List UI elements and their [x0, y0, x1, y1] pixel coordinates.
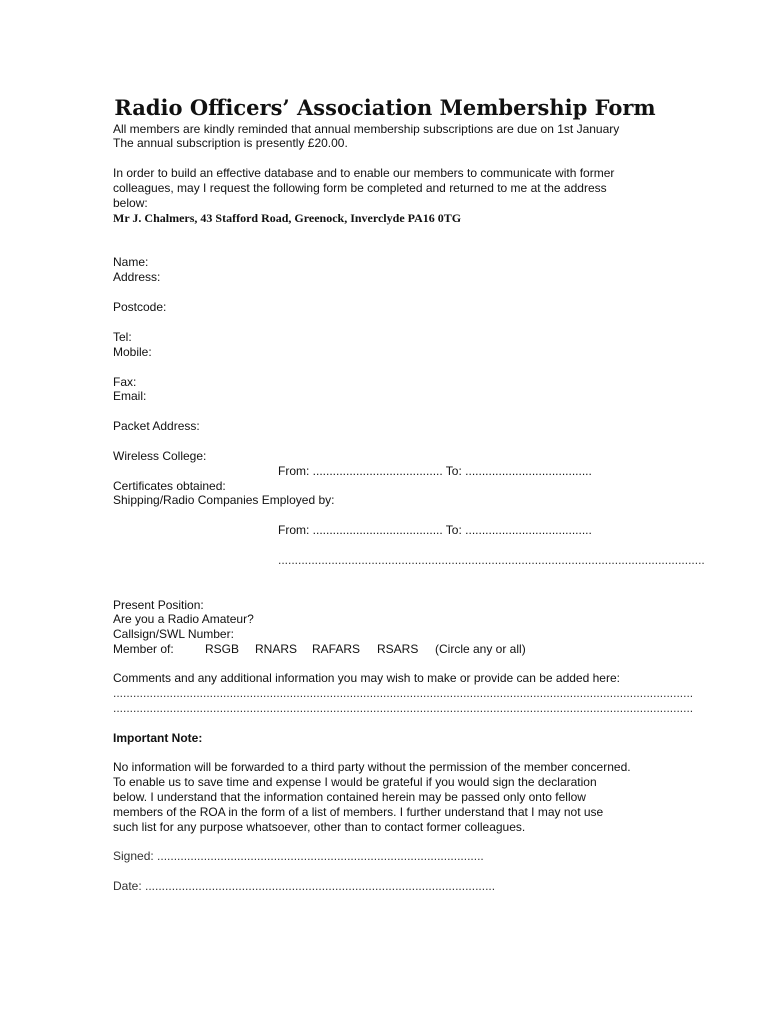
- tel-label: Tel:: [113, 330, 132, 344]
- date-line: Date: .........................................................................................................: [113, 879, 496, 893]
- present-position-label: Present Position:: [113, 598, 204, 612]
- note-line-4: members of the ROA in the form of a list of members. I further understand that I may not use: [113, 805, 604, 819]
- comments-line-2: ..............................................................................................................................................................................: [113, 701, 694, 715]
- note-line-1: No information will be forwarded to a third party without the permission of the member concerned.: [113, 760, 631, 774]
- radio-amateur-label: Are you a Radio Amateur?: [113, 612, 254, 626]
- note-line-3: below. I understand that the information contained herein may be passed only onto fellow: [113, 790, 586, 804]
- intro-line-1: All members are kindly reminded that annual membership subscriptions are due on 1st January: [113, 122, 620, 136]
- college-from-to: From: ....................................... To: ......................................: [278, 464, 592, 478]
- intro-line-4: colleagues, may I request the following form be completed and returned to me at the address: [113, 181, 607, 195]
- signed-line: Signed: ..................................................................................................: [113, 849, 484, 863]
- org-rsgb: RSGB: [205, 642, 240, 656]
- wireless-college-label: Wireless College:: [113, 449, 207, 463]
- shipping-dotted-line: ................................................................................................................................: [278, 553, 705, 567]
- email-label: Email:: [113, 389, 147, 403]
- comments-line-1: ..............................................................................................................................................................................: [113, 686, 694, 700]
- certificates-label: Certificates obtained:: [113, 479, 226, 493]
- postcode-label: Postcode:: [113, 300, 167, 314]
- callsign-label: Callsign/SWL Number:: [113, 627, 234, 641]
- form-title: Radio Officers’ Association Membership Form: [114, 95, 656, 120]
- member-of-label: Member of:: [113, 642, 174, 656]
- address-label: Address:: [113, 270, 161, 284]
- note-line-5: such list for any purpose whatsoever, other than to contact former colleagues.: [113, 820, 526, 834]
- shipping-label: Shipping/Radio Companies Employed by:: [113, 493, 335, 507]
- note-line-2: To enable us to save time and expense I would be grateful if you would sign the declaration: [113, 775, 597, 789]
- circle-note: (Circle any or all): [435, 642, 526, 656]
- name-label: Name:: [113, 255, 149, 269]
- org-rnars: RNARS: [255, 642, 298, 656]
- intro-line-2: The annual subscription is presently £20.00.: [113, 136, 348, 150]
- important-note-heading: Important Note:: [113, 731, 203, 745]
- shipping-from-to: From: ....................................... To: ......................................: [278, 523, 592, 537]
- comments-label: Comments and any additional information you may wish to make or provide can be added here:: [113, 671, 620, 685]
- mobile-label: Mobile:: [113, 345, 152, 359]
- org-rsars: RSARS: [377, 642, 419, 656]
- packet-address-label: Packet Address:: [113, 419, 200, 433]
- return-address: Mr J. Chalmers, 43 Stafford Road, Greenock, Inverclyde PA16 0TG: [113, 211, 462, 225]
- org-rafars: RAFARS: [312, 642, 361, 656]
- intro-line-3: In order to build an effective database and to enable our members to communicate with former: [113, 166, 615, 180]
- intro-line-5: below:: [113, 196, 148, 210]
- fax-label: Fax:: [113, 375, 137, 389]
